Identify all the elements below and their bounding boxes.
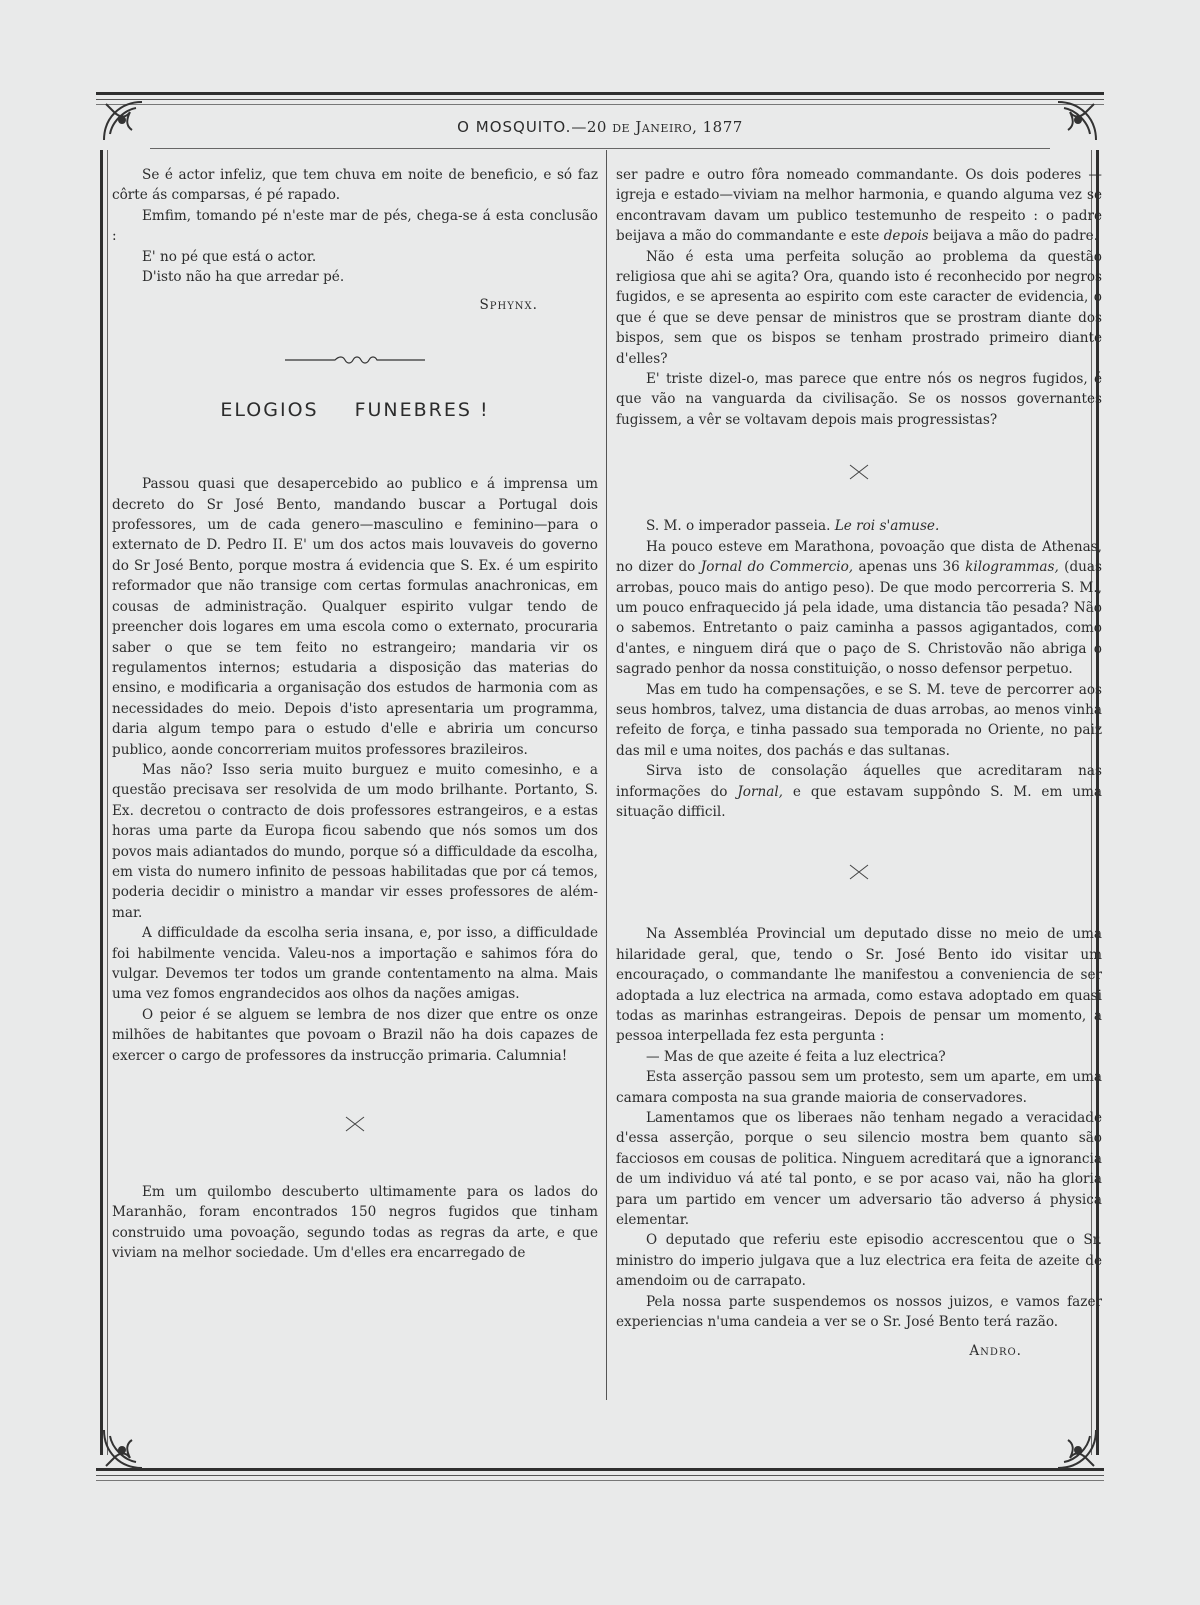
frame-left-rule-thin xyxy=(107,150,108,1455)
frame-left-rule xyxy=(100,150,103,1455)
paragraph: Sirva isto de consolação áquelles que acreditaram nas informações do Jornal, e que estavam suppôndo S. M. em uma situação difficil. xyxy=(616,763,1103,820)
frame-bottom-rule xyxy=(96,1468,1104,1471)
corner-ornament-icon xyxy=(100,98,146,144)
paragraph: Mas não? Isso seria muito burguez e muito comesinho, e a questão precisava ser resolvida de um modo brilhante. Portanto, S. Ex. decretou o contracto de dois professores estrangeiros, e a estas horas uma parte da Europa ficou sabendo que nós somos um dos povos mais adiantados do mundo, porque só a difficuldade da escolha, em vista do numero infinito de pessoas habilitadas que por cá temos, poderia decidir o ministro a mandar vir esses professores de além-mar. xyxy=(112,761,598,921)
paragraph: Ha pouco esteve em Marathona, povoação que dista de Athenas, no dizer do Jornal do Commercio, apenas uns 36 kilogrammas, (duas arrobas, pouco mais do antigo peso). De que modo percorreria S. M., um pouco enfraquecido já pela idade, uma distancia tão pesada? Não o sabemos. Entretanto o paiz caminha a passos agigantados, como d'antes, e ninguem dirá que o paço de S. Christovão não abriga o sagrado penhor da nossa constituição, o nosso defensor perpetuo. xyxy=(616,538,1102,678)
paragraph: O deputado que referiu este episodio accrescentou que o Sr. ministro do imperio julgava que a luz electrica era feita de azeite de amendoim ou de carrapato. xyxy=(616,1232,1102,1290)
paragraph: Não é esta uma perfeita solução ao problema da questão religiosa que ahi se agita? Ora, quando isto é reconhecido por negros fugidos, e se apresenta ao espirito com este caracter de evidencia, o que é que se deve pensar de ministros que se prostram diante dos bispos, sem que os bispos se tenham prostrado primeiro diante d'elles? xyxy=(616,248,1102,367)
paragraph: Esta asserção passou sem um protesto, sem um aparte, em uma camara composta na sua grande maioria de conservadores. xyxy=(616,1069,1102,1106)
signature-sphynx: Sphynx. xyxy=(479,297,538,314)
paragraph: E' no pé que está o actor. xyxy=(142,248,317,265)
paragraph: Mas em tudo ha compensações, e se S. M. teve de percorrer aos seus hombros, talvez, uma distancia de duas arrobas, ao menos vinha refeito de força, e tinha passado sua temporada no Oriente, no paiz das mil e uma noites, dos pachás e das sultanas. xyxy=(616,681,1102,759)
running-head xyxy=(150,118,1050,136)
section-title-word: FUNEBRES ! xyxy=(354,398,490,421)
paragraph: Na Assembléa Provincial um deputado disse no meio de uma hilaridade geral, que, tendo o Sr. José Bento ido visitar um encouraçado, o commandante lhe manifestou a conveniencia de ser adoptada a luz electrica na armada, como estava adoptado em quasi todas as marinhas estrangeiras. Depois de pensar um momento, a pessoa interpellada fez esta pergunta : xyxy=(616,926,1102,1045)
corner-ornament-icon xyxy=(1054,1426,1100,1472)
paragraph: S. M. o imperador passeia. Le roi s'amuse. xyxy=(646,518,940,535)
publication-name: O MOSQUITO. xyxy=(457,118,572,136)
paragraph: Passou quasi que desapercebido ao publico e á imprensa um decreto do Sr José Bento, mandando buscar a Portugal dois professores, um de cada genero—masculino e feminino—para o externato de D. Pedro II. E' um dos actos mais louvaveis do governo do Sr José Bento, porque mostra á evidencia que S. Ex. é um espirito reformador que não transige com certas formulas anachronicas, em cousas de administração. Qualquer espirito vulgar tendo de preencher dois logares em uma escola como o externato, procuraria saber o que se tem feito no estrangeiro; mandaria vir os regulamentos internos; estudaria a disposição das materias do ensino, e modificaria a organisação dos estudos de harmonia com as necessidades do meio. Depois d'isto apresentaria um programma, daria algum tempo para o estudo d'elle e abriria um concurso publico, aonde concorreriam muitos professores brazileiros. xyxy=(112,476,598,758)
paragraph: ser padre e outro fôra nomeado commandante. Os dois poderes —igreja e estado—viviam na melhor harmonia, e quando alguma vez se encontravam davam um publico testemunho de respeito : o padre beijava a mão do commandante e este depois beijava a mão do padre. xyxy=(616,167,1102,245)
paragraph: — Mas de que azeite é feita a luz electrica? xyxy=(646,1048,946,1065)
paragraph: D'isto não ha que arredar pé. xyxy=(142,269,345,286)
section-title-word: ELOGIOS xyxy=(220,398,319,421)
left-column xyxy=(112,165,598,1264)
section-cross-icon xyxy=(616,864,1102,880)
issue-date: —20 de Janeiro, 1877 xyxy=(571,118,743,136)
column-divider xyxy=(606,150,607,1400)
frame-top-rule xyxy=(96,92,1104,95)
corner-ornament-icon xyxy=(1054,98,1100,144)
header-rule xyxy=(150,148,1050,149)
paragraph: Em um quilombo descuberto ultimamente para os lados do Maranhão, foram encontrados 150 negros fugidos que tinham construido uma povoação, segundo todas as regras da arte, e que viviam na melhor sociedade. Um d'elles era encarregado de xyxy=(112,1184,598,1262)
paragraph: A difficuldade da escolha seria insana, e, por isso, a difficuldade foi habilmente vencida. Valeu-nos a importação e sahimos fóra do vulgar. Devemos ter todos um grande contentamento na alma. Mais uma vez fomos engrandecidos aos olhos da nações amigas. xyxy=(112,925,598,1003)
paragraph: E' triste dizel-o, mas parece que entre nós os negros fugidos, é que vão na vanguarda da civilisação. Se os nossos governantes fugissem, a vêr se voltavam depois mais progressistas? xyxy=(616,371,1102,428)
frame-bottom-rule-hair xyxy=(96,1480,1104,1481)
paragraph: Lamentamos que os liberaes não tenham negado a veracidade d'essa asserção, porque o seu silencio mostra bem quanto são facciosos em cousas de politica. Ninguem acreditará que a ignorancia de um individuo vá até tal ponto, e se por acaso vai, não ha gloria para um partido em vencer um adversario tão adverso á physica elementar. xyxy=(616,1110,1102,1229)
paragraph: Se é actor infeliz, que tem chuva em noite de beneficio, e só faz côrte ás comparsas, é pé rapado. xyxy=(112,167,598,204)
frame-top-rule-thin xyxy=(96,99,1104,100)
paragraph: O peior é se alguem se lembra de nos dizer que entre os onze milhões de habitantes que povoam o Brazil não ha dois capazes de exercer o cargo de professores da instrucção primaria. Calumnia! xyxy=(112,1006,598,1064)
section-cross-icon xyxy=(616,464,1102,480)
section-cross-icon xyxy=(112,1116,598,1132)
frame-bottom-rule-thin xyxy=(96,1475,1104,1476)
frame-top-rule-hair xyxy=(96,104,1104,105)
paragraph: Pela nossa parte suspendemos os nossos juizos, e vamos fazer experiencias n'uma candeia a ver se o Sr. José Bento terá razão. xyxy=(616,1293,1102,1331)
flourish-divider-icon xyxy=(112,352,598,364)
corner-ornament-icon xyxy=(100,1426,146,1472)
signature-andro: Andro. xyxy=(969,1342,1022,1359)
right-column xyxy=(616,165,1102,1361)
paragraph: Emfim, tomando pé n'este mar de pés, chega-se á esta conclusão : xyxy=(112,207,598,245)
section-title xyxy=(112,400,598,420)
